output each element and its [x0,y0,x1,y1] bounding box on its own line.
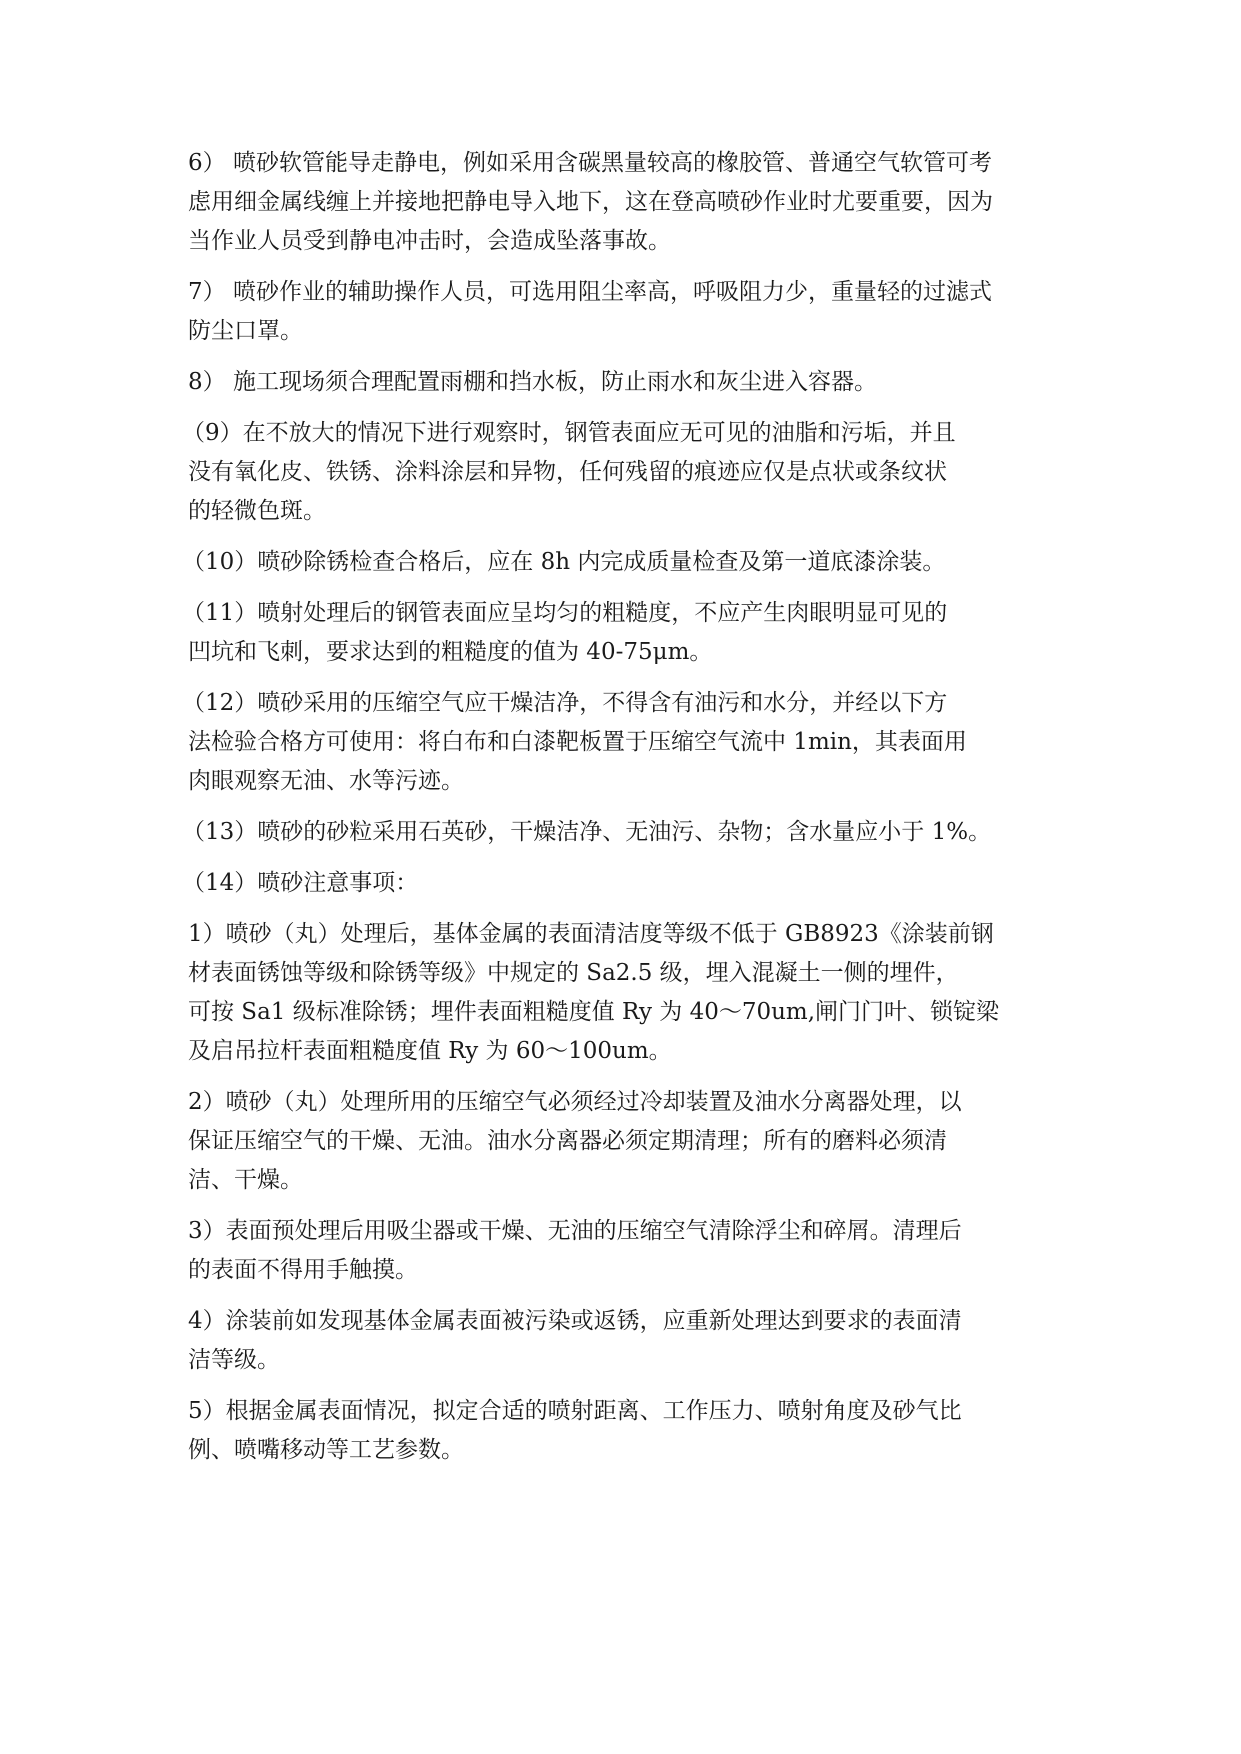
text-line: 材表面锈蚀等级和除锈等级》中规定的 Sa2.5 级，埋入混凝土一侧的埋件， [188,960,959,986]
document-body [182,144,1068,1482]
text-line: 1）喷砂（丸）处理后，基体金属的表面清洁度等级不低于 GB8923《涂装前钢 [188,921,994,947]
text-line: 防尘口罩。 [188,318,303,344]
text-line: 5）根据金属表面情况，拟定合适的喷射距离、工作压力、喷射角度及砂气比 [188,1398,962,1424]
paragraph-item-7 [188,273,1068,351]
text-line: 洁等级。 [188,1347,280,1373]
text-line: 虑用细金属线缠上并接地把静电导入地下，这在登高喷砂作业时尤要重要，因为 [188,189,993,215]
list-item-3 [188,1212,1068,1290]
text-line: 的表面不得用手触摸。 [188,1257,418,1283]
text-line: （10）喷砂除锈检查合格后，应在 8h 内完成质量检查及第一道底漆涂装。 [182,549,946,575]
text-line: 法检验合格方可使用：将白布和白漆靶板置于压缩空气流中 1min，其表面用 [188,729,967,755]
text-line: 4）涂装前如发现基体金属表面被污染或返锈，应重新处理达到要求的表面清 [188,1308,962,1334]
text-line: （13）喷砂的砂粒采用石英砂，干燥洁净、无油污、杂物；含水量应小于 1%。 [182,819,992,845]
list-item-4 [188,1302,1068,1380]
text-line: 3）表面预处理后用吸尘器或干燥、无油的压缩空气清除浮尘和碎屑。清理后 [188,1218,962,1244]
list-item-2 [188,1083,1068,1200]
paragraph-item-10 [182,543,1068,582]
paragraph-item-8 [188,363,1068,402]
text-line: 6） 喷砂软管能导走静电，例如采用含碳黑量较高的橡胶管、普通空气软管可考 [188,150,992,176]
text-line: 保证压缩空气的干燥、无油。油水分离器必须定期清理；所有的磨料必须清 [188,1128,947,1154]
paragraph-item-6 [188,144,1068,261]
text-line: 凹坑和飞刺，要求达到的粗糙度的值为 40-75μm。 [188,639,713,665]
text-line: （11）喷射处理后的钢管表面应呈均匀的粗糙度，不应产生肉眼明显可见的 [182,600,948,626]
text-line: 可按 Sa1 级标准除锈；埋件表面粗糙度值 Ry 为 40～70um,闸门门叶、锁锭梁 [188,999,1000,1025]
text-line: 2）喷砂（丸）处理所用的压缩空气必须经过冷却装置及油水分离器处理，以 [188,1089,962,1115]
paragraph-item-11 [182,594,1068,672]
list-item-1 [188,915,1068,1071]
text-line: 7） 喷砂作业的辅助操作人员，可选用阻尘率高，呼吸阻力少，重量轻的过滤式 [188,279,992,305]
text-line: 当作业人员受到静电冲击时，会造成坠落事故。 [188,228,671,254]
list-item-5 [188,1392,1068,1470]
paragraph-item-13 [182,813,1068,852]
text-line: 洁、干燥。 [188,1167,303,1193]
text-line: （9）在不放大的情况下进行观察时，钢管表面应无可见的油脂和污垢，并且 [182,420,956,446]
text-line: 肉眼观察无油、水等污迹。 [188,768,464,794]
paragraph-item-12 [182,684,1068,801]
text-line: 8） 施工现场须合理配置雨棚和挡水板，防止雨水和灰尘进入容器。 [188,369,877,395]
text-line: （14）喷砂注意事项： [182,870,419,896]
text-line: 没有氧化皮、铁锈、涂料涂层和异物，任何残留的痕迹应仅是点状或条纹状 [188,459,947,485]
paragraph-item-14 [182,864,1068,903]
text-line: （12）喷砂采用的压缩空气应干燥洁净，不得含有油污和水分，并经以下方 [182,690,948,716]
paragraph-item-9 [182,414,1068,531]
text-line: 例、喷嘴移动等工艺参数。 [188,1437,464,1463]
text-line: 的轻微色斑。 [188,498,326,524]
text-line: 及启吊拉杆表面粗糙度值 Ry 为 60～100um。 [188,1038,672,1064]
